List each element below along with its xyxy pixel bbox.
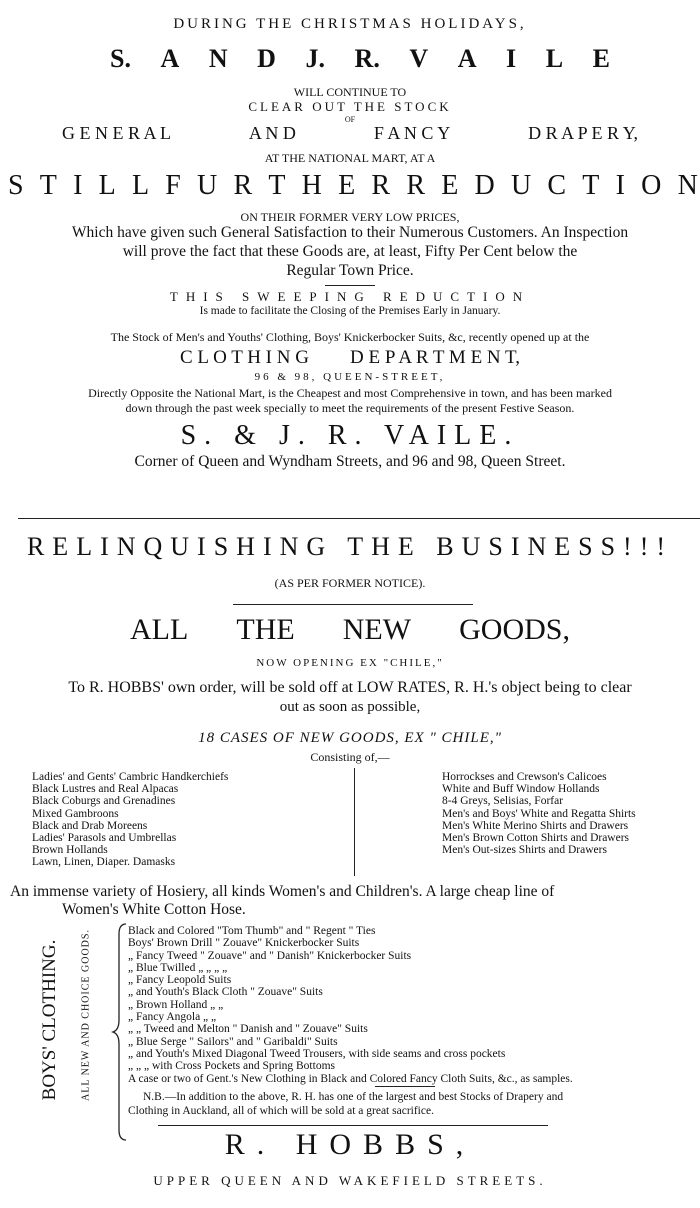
street-number-line: 96 & 98, QUEEN-STREET, [254,371,446,383]
left-goods-item: Ladies' and Gents' Cambric Handkerchiefs [32,771,229,783]
relinquishing-headline: RELINQUISHING THE BUSINESS!!! [26,532,674,561]
former-notice: (AS PER FORMER NOTICE). [274,576,426,590]
reduction-letter: I [615,170,625,201]
reduction-letter: D [474,170,495,201]
vaile-address: Corner of Queen and Wyndham Streets, and 96 and 98, Queen Street. [134,453,566,470]
firm-name-letter: R. [354,44,380,73]
order-line-1: To R. HOBBS' own order, will be sold off at LOW RATES, R. H.'s object being to clear [68,679,632,696]
drapery-word: G E N E R A L [62,123,172,143]
clear-out-line: CLEAR OUT THE STOCK [248,99,452,114]
right-goods-item: Horrockses and Crewson's Calicoes [442,771,607,783]
firm-name-letter: A [457,44,477,73]
further-reduction-line [8,170,698,202]
left-goods-item: Ladies' Parasols and Umbrellas [32,832,177,845]
hobbs-address: UPPER QUEEN AND WAKEFIELD STREETS. [153,1173,547,1188]
department-word: C L O T H I N G [180,347,309,368]
firm-name-letter: A [160,44,180,73]
clothing-item: „ and Youth's Black Cloth " Zouave" Suits [128,986,323,999]
right-goods-item: Men's and Boys' White and Regatta Shirts [442,807,636,820]
nb-line-1: N.B.—In addition to the above, R. H. has one of the largest and best Stocks of Drapery and [143,1091,564,1103]
reduction-letter: S [8,170,24,201]
reduction-letter: T [39,170,57,201]
hosiery-line-1: An immense variety of Hosiery, all kinds Women's and Children's. A large cheap line of [10,883,555,900]
column-divider [354,768,355,876]
right-goods-item: Men's Out-sizes Shirts and Drawers [442,844,607,857]
firm-name-letter: I [506,44,517,73]
national-mart-line: AT THE NATIONAL MART, AT A [264,151,436,165]
divider-short [325,285,375,286]
cases-line: 18 CASES OF NEW GOODS, EX " CHILE," [198,730,502,746]
clothing-item: „ Fancy Tweed " Zouave" and " Danish" Knickerbocker Suits [128,949,412,962]
clothing-item: „ Blue Serge " Sailors" and " Garibaldi" Suits [128,1035,338,1048]
hobbs-name: R. HOBBS, [224,1128,476,1161]
left-goods-item: Mixed Gambroons [32,807,119,820]
firm-name-letter: L [545,44,564,73]
department-word: D E P A R T M E N T, [350,347,520,368]
nb-line-2: Clothing in Auckland, all of which will be sold at a great sacrifice. [128,1105,434,1117]
divider-nb [375,1086,435,1087]
left-goods-list [32,771,228,869]
firm-name-letter: N [208,44,228,73]
reduction-letter: T [582,170,600,201]
left-goods-item: Lawn, Linen, Diaper. Damasks [32,856,176,869]
inspection-line-1: Which have given such General Satisfaction to their Numerous Customers. An Inspection [71,224,629,241]
bracket-brace [110,922,130,1142]
reduction-letter: F [165,170,181,201]
drapery-word: D R A P E R Y, [528,123,638,143]
holidays-heading: DURING THE CHRISTMAS HOLIDAYS, [173,16,527,32]
reduction-letter: O [641,170,662,201]
clothing-item: „ „ „ with Cross Pockets and Spring Bottoms [128,1060,335,1073]
new-choice-goods-sidebar: ALL NEW AND CHOICE GOODS. [80,929,92,1101]
opening-line: NOW OPENING EX "CHILE," [256,657,444,669]
reduction-letter: R [406,170,425,201]
inspection-line-3: Regular Town Price. [286,262,414,279]
firm-name-letter: E [592,44,610,73]
opposite-line-1: Directly Opposite the National Mart, is the Cheapest and most Comprehensive in town, and has been marked [88,386,612,400]
clothing-department [180,347,520,369]
sweeping-subline: Is made to facilitate the Closing of the Premises Early in January. [199,305,501,317]
reduction-letter: N [677,170,698,201]
left-goods-item: Black Lustres and Real Alpacas [32,783,179,796]
drapery-line [62,123,638,144]
reduction-letter: U [197,170,218,201]
clothing-item: „ Brown Holland „ „ [128,998,224,1011]
right-goods-list [442,771,636,856]
order-line-2: out as soon as possible, [279,699,421,715]
left-goods-item: Brown Hollands [32,844,108,857]
divider-notice [233,604,473,605]
reduction-letter: L [98,170,116,201]
divider-name [158,1125,548,1126]
right-goods-item: 8-4 Greys, Selisias, Forfar [442,795,564,808]
boys-clothing-sidebar: BOYS' CLOTHING. [39,939,60,1101]
right-goods-item: White and Buff Window Hollands [442,783,600,796]
vaile-signature: S. & J. R. VAILE. [180,420,520,451]
reduction-letter: T [268,170,286,201]
left-goods-item: Black and Drab Moreens [32,819,148,832]
sweeping-reduction: THIS SWEEPING REDUCTION [169,289,531,304]
all-new-goods-word: GOODS, [459,613,570,646]
all-new-goods-word: ALL [130,613,189,646]
all-new-goods-word: NEW [342,613,412,646]
continue-line: WILL CONTINUE TO [293,85,407,99]
reduction-letter: C [547,170,567,201]
clothing-item: „ Blue Twilled „ „ „ „ [128,961,228,974]
reduction-letter: U [510,170,532,201]
clothing-list [128,925,573,1085]
drapery-word: F A N C Y [373,123,451,143]
firm-name-spaced [110,44,610,74]
firm-name-letter: V [409,44,429,73]
all-new-goods-word: THE [236,613,295,646]
reduction-letter: R [371,170,391,201]
clothing-item: A case or two of Gent.'s New Clothing in Black and Colored Fancy Cloth Suits, &c., as samples. [128,1072,573,1085]
right-goods-item: Men's White Merino Shirts and Drawers [442,819,629,832]
clothing-item: „ and Youth's Mixed Diagonal Tweed Trousers, with side seams and cross pockets [128,1047,506,1060]
section-divider [18,518,700,519]
of-line: OF [344,115,356,124]
firm-name-letter: J. [305,44,325,73]
hosiery-line-2: Women's White Cotton Hose. [62,901,246,918]
reduction-letter: H [301,170,322,201]
clothing-item: „ Fancy Angola „ „ [128,1011,217,1024]
right-goods-item: Men's Brown Cotton Shirts and Drawers [442,832,630,845]
former-prices-line: ON THEIR FORMER VERY LOW PRICES, [240,210,460,224]
inspection-line-2: will prove the fact that these Goods are, at least, Fifty Per Cent below the [122,243,578,260]
all-new-goods [130,613,570,647]
stock-line: The Stock of Men's and Youths' Clothing, Boys' Knickerbocker Suits, &c, recently opened up at the [110,330,590,344]
firm-name-letter: D [257,44,276,73]
drapery-word: A N D [248,123,296,143]
left-goods-item: Black Coburgs and Grenadines [32,795,176,808]
consisting-line: Consisting of,— [310,750,390,764]
firm-name-letter: S. [110,44,131,73]
clothing-item: „ Fancy Leopold Suits [128,974,232,987]
reduction-letter: I [73,170,83,201]
clothing-item: Boys' Brown Drill " Zouave" Knickerbocker Suits [128,937,360,950]
reduction-letter: L [131,170,150,201]
reduction-letter: E [338,170,356,201]
clothing-item: „ „ Tweed and Melton " Danish and " Zouave" Suits [128,1023,368,1036]
reduction-letter: E [441,170,459,201]
opposite-line-2: down through the past week specially to meet the requirements of the present Festive Season. [125,401,575,415]
clothing-item: Black and Colored "Tom Thumb" and " Regent " Ties [128,925,376,937]
reduction-letter: R [233,170,253,201]
